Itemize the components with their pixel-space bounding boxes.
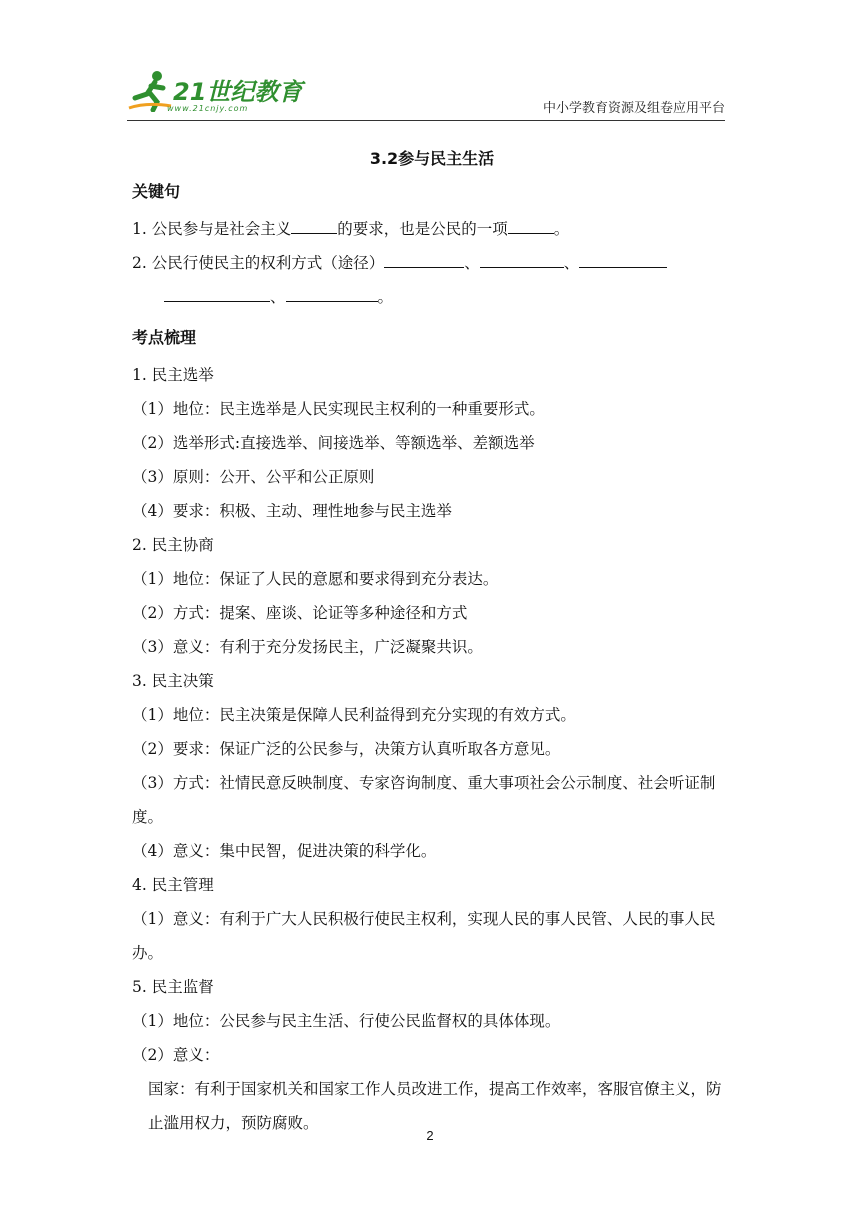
outline-line: 国家：有利于国家机关和国家工作人员改进工作，提高工作效率，客服官僚主义，防止滥用权力，预防腐败。 [148, 1080, 722, 1132]
fill-blank [291, 215, 337, 234]
text-segment: 的要求，也是公民的一项 [337, 220, 508, 238]
outline-line: （1）地位：民主选举是人民实现民主权利的一种重要形式。 [132, 400, 545, 418]
text-segment: 。 [553, 220, 570, 238]
logo [127, 68, 307, 118]
fill-blank [286, 283, 378, 302]
outline-line: （2）选举形式:直接选举、间接选举、等额选举、差额选举 [132, 434, 535, 452]
logo-text: 21世纪教育 [173, 78, 303, 106]
outline-item-head: 3. 民主决策 [132, 672, 214, 690]
key-sentence-1 [132, 212, 732, 246]
outline-line: （3）原则：公开、公平和公正原则 [132, 468, 375, 486]
fill-blank [384, 249, 464, 268]
outline-line: （1）地位：民主决策是保障人民利益得到充分实现的有效方式。 [132, 706, 576, 724]
outline-item-head: 5. 民主监督 [132, 978, 214, 996]
outline-line: （3）意义：有利于充分发扬民主，广泛凝聚共识。 [132, 638, 483, 656]
outline-item-head: 1. 民主选举 [132, 366, 214, 384]
document-body [132, 142, 732, 1140]
section-heading-outline: 考点梳理 [132, 328, 197, 347]
outline-line: （4）要求：积极、主动、理性地参与民主选举 [132, 502, 452, 520]
section-heading-key-sentences: 关键句 [132, 182, 181, 201]
separator: 、 [270, 288, 286, 306]
outline-line: （1）地位：保证了人民的意愿和要求得到充分表达。 [132, 570, 499, 588]
outline-line: （4）意义：集中民智，促进决策的科学化。 [132, 842, 437, 860]
page-header [127, 62, 725, 121]
logo-url: www.21cnjy.com [167, 104, 249, 113]
key-sentence-2 [132, 246, 732, 280]
separator: 、 [563, 254, 580, 272]
key-sentence-2-continued [132, 280, 732, 314]
fill-blank [164, 283, 270, 302]
text-segment: 2. 公民行使民主的权利方式（途径） [132, 254, 385, 272]
fill-blank [480, 249, 564, 268]
outline-line: （2）方式：提案、座谈、论证等多种途径和方式 [132, 604, 468, 622]
platform-name: 中小学教育资源及组卷应用平台 [542, 101, 725, 116]
fill-blank [508, 215, 554, 234]
outline-item-head: 2. 民主协商 [132, 536, 214, 554]
page-number: 2 [426, 1128, 434, 1143]
page-title: 3.2参与民主生活 [369, 149, 495, 168]
fill-blank [579, 249, 667, 268]
separator: 、 [464, 254, 480, 272]
outline-line: （1）地位：公民参与民主生活、行使公民监督权的具体体现。 [132, 1012, 561, 1030]
outline-line: （1）意义：有利于广大人民积极行使民主权利，实现人民的事人民管、人民的事人民办。 [132, 910, 716, 962]
outline-line: （2）要求：保证广泛的公民参与，决策方认真听取各方意见。 [132, 740, 561, 758]
outline-line: （2）意义： [132, 1046, 220, 1064]
separator: 。 [377, 288, 394, 306]
outline-item-head: 4. 民主管理 [132, 876, 214, 894]
outline-line: （3）方式：社情民意反映制度、专家咨询制度、重大事项社会公示制度、社会听证制度。 [132, 774, 716, 826]
text-segment: 1. 公民参与是社会主义 [132, 220, 292, 238]
